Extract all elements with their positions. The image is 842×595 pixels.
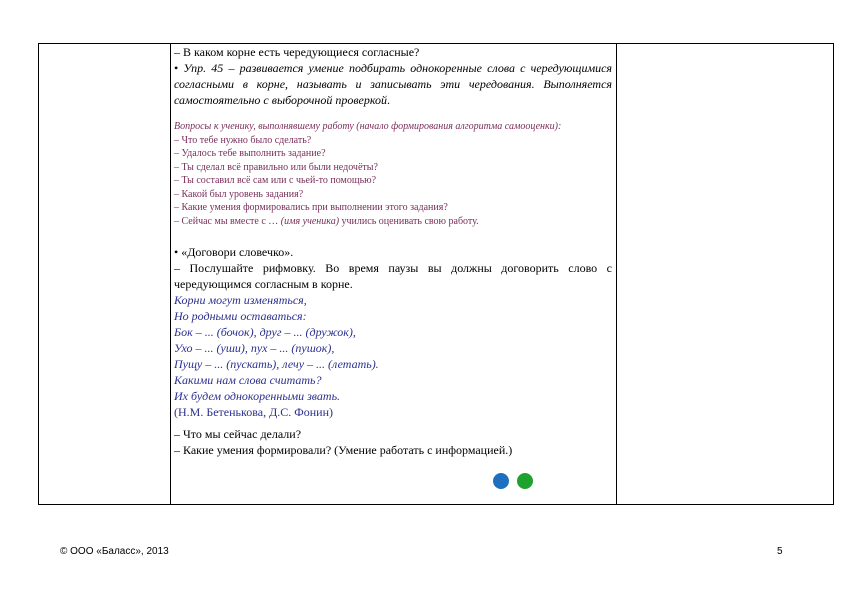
student-name-placeholder: (имя ученика) xyxy=(280,215,340,227)
green-circle-icon xyxy=(517,473,533,489)
exercise-end: . xyxy=(387,93,391,107)
poem-line: Пущу – ... (пускать), лечу – ... (летать). xyxy=(174,357,379,371)
selfcheck-question: – Ты сделал всё правильно или были недочёты? xyxy=(174,161,378,173)
blue-circle-icon xyxy=(493,473,509,489)
text-part: учились оценивать свою работу. xyxy=(339,215,479,227)
column-divider-right xyxy=(616,44,617,504)
poem-line: Их будем однокоренными звать. xyxy=(174,389,341,403)
bullet: • xyxy=(174,61,184,75)
selfcheck-question-last xyxy=(174,215,612,229)
selfcheck-question: – Какой был уровень задания? xyxy=(174,188,304,200)
lesson-content xyxy=(174,44,612,458)
game-title: • «Договори словечко». xyxy=(174,245,294,259)
poem-line: Корни могут изменяться, xyxy=(174,293,307,307)
poem-line: Какими нам слова считать? xyxy=(174,373,322,387)
exercise-paragraph xyxy=(174,60,612,108)
poem-line: Ухо – ... (уши), пух – ... (пушок), xyxy=(174,341,335,355)
column-divider-left xyxy=(170,44,171,504)
selfcheck-title: Вопросы к ученику, выполнявшему работу (начало формирования алгоритма самооценки): xyxy=(174,121,562,132)
poem-line: Но родными оставаться: xyxy=(174,309,307,323)
exercise-text: Упр. 45 – развивается умение подбирать однокоренные слова с чередующимися согласными в корне, называть и записывать эти чередования. Выполняется самостоятельно с выборочной проверкой xyxy=(174,61,613,107)
footer-copyright: © ООО «Баласс», 2013 xyxy=(60,546,169,557)
question-skills: – Какие умения формировали? (Умение работать с информацией.) xyxy=(174,443,513,457)
question-root: – В каком корне есть чередующиеся согласные? xyxy=(174,45,420,59)
selfcheck-question: – Удалось тебе выполнить задание? xyxy=(174,148,326,159)
poem-line: Бок – ... (бочок), друг – ... (дружок), xyxy=(174,325,356,339)
selfcheck-question: – Что тебе нужно было сделать? xyxy=(174,134,312,146)
selfcheck-question: – Ты составил всё сам или с чьей-то помощью? xyxy=(174,175,377,186)
question-what: – Что мы сейчас делали? xyxy=(174,427,302,441)
poem-author: (Н.М. Бетенькова, Д.С. Фонин) xyxy=(174,405,333,419)
game-instruction: – Послушайте рифмовку. Во время паузы вы должны договорить слово с чередующимся согласным в корне. xyxy=(174,261,612,291)
selfcheck-question: – Какие умения формировались при выполнении этого задания? xyxy=(174,202,448,213)
page-number: 5 xyxy=(777,546,783,557)
text-part: – Сейчас мы вместе с … xyxy=(174,215,281,227)
